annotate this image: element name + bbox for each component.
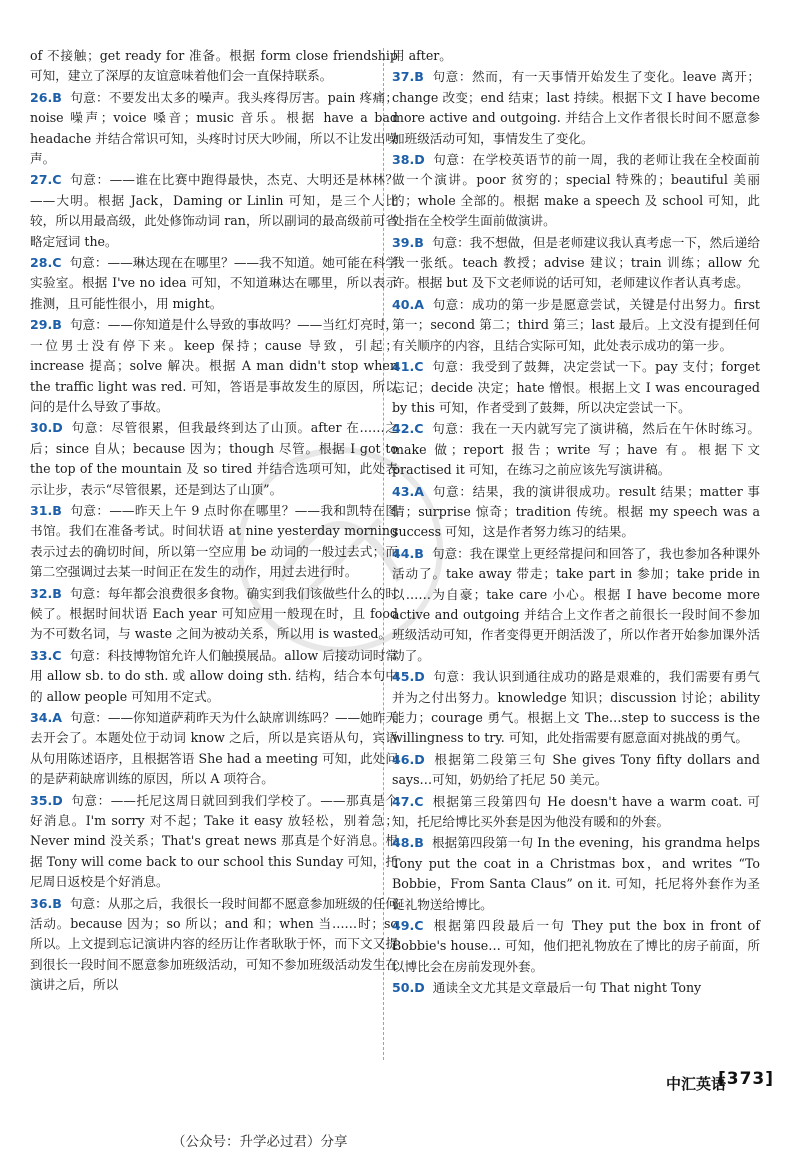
answer-item [30, 170, 398, 252]
answer-explanation: 句意：——你知道是什么导致的事故吗？——当红灯亮时，一位男士没有停下来。keep 保持；cause 导致，引起；increase 提高；solve 解决。根据 A man didn't stop when the traffic light was red. 可知，答语是事故发生的原因，所以问的是什么导致了事故。 [30, 317, 398, 414]
answer-item [30, 501, 398, 583]
answer-number: 35.D [30, 792, 63, 808]
answer-explanation: 句意：——谁在比赛中跑得最快，杰克、大明还是林林？——大明。根据 Jack，Daming or Linlin 可知，是三个人比较，所以用最高级，此处修饰动词 ran，所以副词的最高级前可省略定冠词 the。 [30, 172, 398, 249]
answer-explanation: 句意：科技博物馆允许人们触摸展品。allow 后接动词时常用 allow sb. to do sth. 或 allow doing sth. 结构，结合本句中的 allow people 可知用不定式。 [30, 647, 398, 704]
answer-item [392, 750, 760, 791]
answer-number: 47.C [392, 793, 424, 809]
answer-explanation: 句意：从那之后，我很长一段时间都不愿意参加班级的任何活动。because 因为；so 所以；and 和；when 当……时；so 所以。上文提到忘记演讲内容的经历让作者耿耿于怀，而下文又提到很长一段时间不愿意参加班级活动，可知不参加班级活动发生在演讲之后，所以 [30, 895, 398, 993]
answer-number: 41.C [392, 359, 424, 375]
answer-number: 45.D [392, 669, 425, 685]
answer-explanation: 句意：我受到了鼓舞，决定尝试一下。pay 支付；forget 忘记；decide 决定；hate 憎恨。根据上文 I was encouraged by this 可知，作者受到了鼓舞，所以决定尝试一下。 [392, 359, 760, 415]
answer-item [392, 295, 760, 356]
answer-number: 42.C [392, 421, 424, 437]
answer-explanation: 根据第三段第四句 He doesn't have a warm coat. 可知，托尼给博比买外套是因为他没有暖和的外套。 [392, 793, 760, 830]
answer-item [30, 315, 398, 417]
answer-explanation: 句意：——琳达现在在哪里？——我不知道。她可能在科学实验室。根据 I've no idea 可知，不知道琳达在哪里，所以表示推测，且可能性很小，用 might。 [30, 255, 398, 311]
answer-item [30, 708, 398, 790]
right-column [392, 46, 760, 1000]
answer-number: 49.C [392, 918, 424, 934]
answer-item [30, 253, 398, 314]
answer-number: 43.A [392, 483, 425, 499]
answer-number: 29.B [30, 317, 62, 333]
answer-item [392, 833, 760, 915]
answer-item [392, 482, 760, 543]
answer-number: 32.B [30, 585, 62, 601]
book-title: 中汇英语 [665, 1075, 726, 1093]
right-intro-text: 用 after。 [392, 48, 452, 63]
answer-item [30, 418, 398, 500]
answer-explanation: 句意：——昨天上午 9 点时你在哪里？——我和凯特在图书馆。我们在准备考试。时间状语 at nine yesterday morning 表示过去的确切时间，所以第一空应用 be 动词的一般过去式；而第二空强调过去某一时间正在发生的动作，用过去进行时。 [30, 502, 398, 580]
page-number: [373] [717, 1069, 774, 1089]
answer-item [392, 978, 760, 998]
answer-number: 33.C [30, 647, 62, 663]
answer-explanation: 句意：我不想做，但是老师建议我认真考虑一下，然后递给我一张纸。teach 教授；advise 建议；train 训练；allow 允许。根据 but 及下文老师说的话可知，老师建议作者认真考虑。 [392, 234, 760, 291]
answer-number: 31.B [30, 502, 62, 518]
answer-explanation: 句意：每年都会浪费很多食物。确实到我们该做些什么的时候了。根据时间状语 Each year 可知应用一般现在时，且 food 为不可数名词，与 waste 之间为被动关系，所以用 is wasted。 [30, 585, 398, 642]
answer-number: 40.A [392, 296, 425, 312]
left-answer-list [30, 88, 398, 996]
answer-number: 34.A [30, 710, 63, 725]
answer-item [392, 916, 760, 977]
share-note: （公众号：升学必过君）分享 [172, 1134, 348, 1150]
answer-explanation: 句意：然而，有一天事情开始发生了变化。leave 离开；change 改变；end 结束；last 持续。根据下文 I have become more active and outgoing. 并结合上文作者很长时间不愿意参加班级活动可知，事情发生了变化。 [392, 69, 760, 146]
answer-explanation: 句意：尽管很累，但我最终到达了山顶。after 在……之后；since 自从；because 因为；though 尽管。根据 I got to the top of the mountain 及 so tired 并结合选项可知，此处表示让步，表示“尽管很累，还是到达了山顶”。 [30, 420, 398, 497]
answer-number: 44.B [392, 545, 424, 561]
answer-explanation: 通读全文尤其是文章最后一句 That night Tony [432, 980, 702, 996]
answer-explanation: 句意：——你知道萨莉昨天为什么缺席训练吗？——她昨天去开会了。本题处位于动词 know 之后，所以是宾语从句，宾语从句用陈述语序，且根据答语 She had a meeting 可知，此处问的是萨莉缺席训练的原因，所以 A 项符合。 [30, 710, 398, 787]
answer-item [392, 792, 760, 833]
answer-explanation: 根据第二段第三句 She gives Tony fifty dollars and says…可知，奶奶给了托尼 50 美元。 [392, 751, 760, 788]
answer-explanation: 句意：不要发出太多的噪声。我头疼得厉害。pain 疼痛；noise 噪声；voice 嗓音；music 音乐。根据 have a bad headache 并结合常识可知，头疼时讨厌大吵闹，所以不让发出噪声。 [30, 89, 398, 167]
answer-item [392, 233, 760, 294]
answer-item [30, 88, 398, 170]
answer-item [392, 357, 760, 418]
answer-number: 27.C [30, 172, 62, 188]
answer-number: 26.B [30, 89, 62, 105]
answer-item [392, 544, 760, 666]
answer-number: 48.B [392, 835, 424, 851]
left-intro-text: of 不接触；get ready for 准备。根据 form close friendship 可知，建立了深厚的友谊意味着他们会一直保持联系。 [30, 48, 398, 84]
answer-number: 30.D [30, 420, 63, 436]
answer-number: 46.D [392, 751, 425, 767]
answer-explanation: 句意：我在一天内就写完了演讲稿，然后在午休时练习。make 做；report 报告；write 写；have 有。根据下文 practised it 可知，在练习之前应该先写演讲稿。 [392, 421, 760, 478]
answer-number: 39.B [392, 234, 424, 250]
answer-item [30, 791, 398, 893]
answer-item [392, 67, 760, 149]
answer-explanation: 根据第四段最后一句 They put the box in front of Bobbie's house… 可知，他们把礼物放在了博比的房子前面，所以博比会在房前发现外套。 [392, 918, 760, 974]
answer-number: 28.C [30, 255, 62, 271]
answer-explanation: 句意：成功的第一步是愿意尝试，关键是付出努力。first 第一；second 第二；third 第三；last 最后。上文没有提到任何有关顺序的内容，且结合实际可知，此处表示成功的第一步。 [392, 296, 760, 353]
answer-number: 50.D [392, 980, 425, 996]
answer-explanation: 根据第四段第一句 In the evening，his grandma helps Tony put the coat in a Christmas box，and writes “To Bobbie，From Santa Claus” on it. 可知，托尼将外套作为圣诞礼物送给博比。 [392, 835, 760, 912]
answer-explanation: 句意：——托尼这周日就回到我们学校了。——那真是个好消息。I'm sorry 对不起；Take it easy 放轻松，别着急；Never mind 没关系；That's great news 那真是个好消息。根据 Tony will come back to our school this Sunday 可知，托尼周日返校是个好消息。 [30, 792, 398, 890]
answer-number: 38.D [392, 152, 425, 168]
right-answer-list [392, 67, 760, 998]
answer-item [392, 419, 760, 480]
answer-number: 36.B [30, 895, 62, 911]
answer-explanation: 句意：结果，我的演讲很成功。result 结果；matter 事情；surprise 惊奇；tradition 传统。根据 my speech was a success 可知，这是作者努力练习的结果。 [392, 483, 760, 540]
answer-item [30, 646, 398, 707]
answer-number: 37.B [392, 69, 424, 85]
answer-explanation: 句意：我在课堂上更经常提问和回答了，我也参加各种课外活动了。take away 带走；take part in 参加；take pride in 以……为自豪；take care 小心。根据 I have become more active and outgoing 并结合上文作者之前很长一段时间不参加班级活动可知，作者变得更开朗活泼了，所以作者开始参加课外活动了。 [392, 545, 760, 663]
answer-explanation: 句意：我认识到通往成功的路是艰难的，我们需要有勇气并为之付出努力。knowledge 知识；discussion 讨论；ability 能力；courage 勇气。根据上文 The…step to success is the willingness to try. 可知，此处指需要有愿意面对挑战的勇气。 [392, 669, 760, 746]
answer-item [30, 894, 398, 996]
left-column [30, 46, 398, 997]
answer-item [30, 584, 398, 645]
answer-explanation: 句意：在学校英语节的前一周，我的老师让我在全校面前做一个演讲。poor 贫穷的；special 特殊的；beautiful 美丽的；whole 全部的。根据 make a speech 及 school 可知，此处指在全校学生面前做演讲。 [392, 152, 760, 229]
answer-item [392, 150, 760, 232]
answer-item [392, 667, 760, 749]
